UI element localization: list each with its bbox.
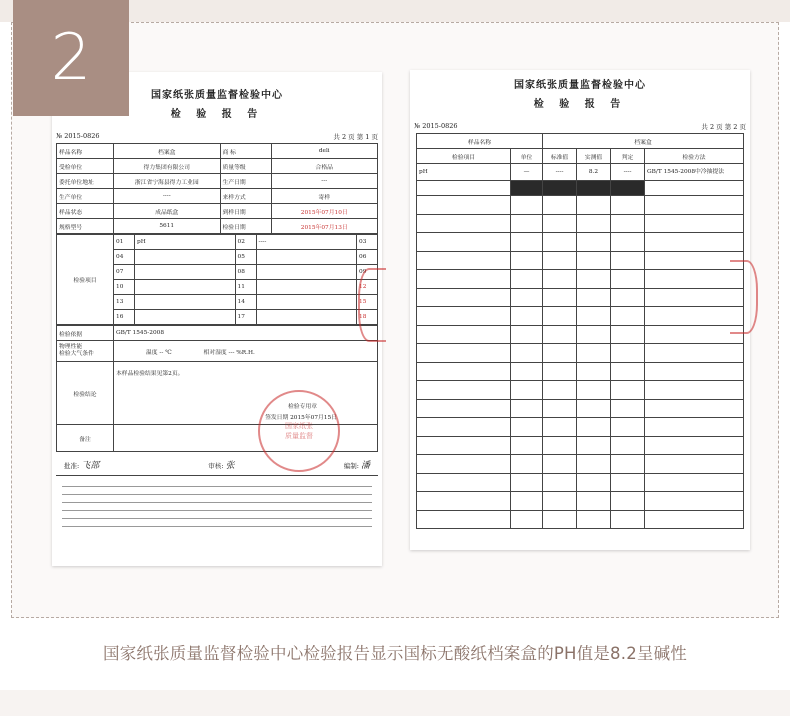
seam-seal-right (730, 260, 758, 334)
results-header: 检验项目 (417, 149, 511, 164)
report-page-2 (410, 70, 750, 550)
results-cell (645, 233, 744, 252)
results-cell (645, 418, 744, 437)
report-meta (52, 132, 382, 141)
seam-seal-left (358, 268, 386, 342)
item-cell: 06 (357, 250, 378, 265)
info-value: 得力集团有限公司 (114, 159, 221, 174)
conclusion-label: 检验结论 (57, 362, 114, 425)
item-cell: 07 (114, 265, 135, 280)
stamp-caption: 检验专用章 (288, 404, 317, 410)
results-cell (543, 473, 577, 492)
results-header: 判定 (611, 149, 645, 164)
results-cell (543, 196, 577, 215)
results-cell (543, 233, 577, 252)
results-cell (543, 510, 577, 529)
env-label: 物理性能 检验大气条件 (57, 341, 114, 362)
results-cell (511, 399, 543, 418)
results-cell: pH (417, 164, 511, 181)
results-cell (543, 325, 577, 344)
results-header: 标准值 (543, 149, 577, 164)
info-value: 2015年07月13日 (271, 219, 378, 234)
page-indicator: 共 2 页 第 1 页 (333, 133, 378, 141)
results-cell (417, 307, 511, 326)
results-empty-row (417, 270, 744, 289)
info-value: 合格品 (271, 159, 378, 174)
report-number: № 2015-0826 (56, 132, 100, 140)
results-data-row (417, 164, 744, 181)
results-cell (577, 418, 611, 437)
results-cell (417, 196, 511, 215)
info-value: 5611 (114, 219, 221, 234)
results-cell (645, 473, 744, 492)
test-items-table (56, 234, 378, 325)
basis-label: 检验依据 (57, 326, 114, 341)
results-cell (511, 270, 543, 289)
results-cell (645, 251, 744, 270)
results-cell (645, 436, 744, 455)
results-cell (511, 214, 543, 233)
info-value: 浙江省宁海县得力工业园 (114, 174, 221, 189)
remark-label: 备注 (57, 425, 114, 452)
results-cell (543, 399, 577, 418)
report-subtitle: 检 验 报 告 (170, 109, 264, 120)
results-cell (577, 307, 611, 326)
results-cell (645, 362, 744, 381)
item-cell (256, 265, 357, 280)
results-cell (417, 270, 511, 289)
info-row (57, 174, 378, 189)
results-empty-row (417, 399, 744, 418)
results-cell: — (511, 164, 543, 181)
results-empty-row (417, 325, 744, 344)
info-row (57, 219, 378, 234)
item-cell: 08 (235, 265, 256, 280)
results-cell (511, 196, 543, 215)
items-label: 检验项目 (57, 235, 114, 325)
report-meta (410, 122, 750, 131)
results-cell (511, 492, 543, 511)
results-cell (611, 381, 645, 400)
results-cell (511, 251, 543, 270)
sample-name-value: 档案盒 (543, 134, 744, 149)
report-title: 国家纸张质量监督检验中心 (151, 90, 283, 101)
info-value: deli (271, 144, 378, 159)
results-cell (417, 418, 511, 437)
results-cell (543, 455, 577, 474)
conclusion-text: 本样品检验结果见第2页。 (116, 371, 184, 377)
results-cell (511, 325, 543, 344)
results-cell (417, 325, 511, 344)
item-cell (135, 310, 236, 325)
results-empty-row (417, 344, 744, 363)
info-row (57, 189, 378, 204)
results-cell (543, 214, 577, 233)
results-cell: GB/T 1545-2008中冷抽提法 (645, 164, 744, 181)
item-cell (135, 295, 236, 310)
results-cell (417, 181, 511, 196)
results-empty-row (417, 251, 744, 270)
results-cell (577, 492, 611, 511)
results-cell (611, 399, 645, 418)
info-label: 商 标 (220, 144, 271, 159)
conclusion-cell (114, 362, 378, 425)
results-empty-row (417, 473, 744, 492)
results-cell (417, 251, 511, 270)
item-cell (256, 250, 357, 265)
results-empty-row (417, 436, 744, 455)
results-cell (611, 418, 645, 437)
item-cell: 03 (357, 235, 378, 250)
results-cell (645, 381, 744, 400)
results-cell (543, 288, 577, 307)
redacted-row (417, 181, 744, 196)
info-value: ---- (114, 189, 221, 204)
info-row (57, 144, 378, 159)
results-cell (577, 473, 611, 492)
results-cell (645, 288, 744, 307)
results-cell (543, 381, 577, 400)
results-cell (543, 436, 577, 455)
results-cell (577, 325, 611, 344)
results-cell (511, 418, 543, 437)
results-header: 实测值 (577, 149, 611, 164)
bottom-band (0, 690, 790, 716)
results-table (416, 133, 744, 529)
results-empty-row (417, 455, 744, 474)
results-cell (417, 399, 511, 418)
results-cell (645, 214, 744, 233)
info-label: 质量等级 (220, 159, 271, 174)
item-cell (256, 280, 357, 295)
results-cell (417, 381, 511, 400)
results-cell (417, 455, 511, 474)
results-cell (543, 418, 577, 437)
results-empty-row (417, 233, 744, 252)
info-label: 规格型号 (57, 219, 114, 234)
item-cell: 10 (114, 280, 135, 295)
results-cell (577, 362, 611, 381)
report-number: № 2015-0826 (414, 122, 458, 130)
info-row (57, 204, 378, 219)
info-value: 2015年07月10日 (271, 204, 378, 219)
item-cell: 13 (114, 295, 135, 310)
results-cell (417, 436, 511, 455)
official-red-seal: 国家纸张 质量监督 (258, 390, 340, 472)
results-empty-row (417, 214, 744, 233)
item-cell: 15 (357, 295, 378, 310)
results-cell (577, 344, 611, 363)
item-cell: 04 (114, 250, 135, 265)
item-cell (256, 310, 357, 325)
sign-date: 签发日期 2015年07月15日 (265, 415, 337, 421)
info-label: 委托单位地址 (57, 174, 114, 189)
info-label: 检验日期 (220, 219, 271, 234)
info-label: 到样日期 (220, 204, 271, 219)
results-cell: ---- (611, 164, 645, 181)
results-cell (611, 270, 645, 289)
item-cell (135, 280, 236, 295)
fine-print-notes (56, 479, 378, 527)
results-cell (611, 362, 645, 381)
results-cell (577, 270, 611, 289)
info-label: 样品名称 (57, 144, 114, 159)
results-cell (577, 233, 611, 252)
results-cell (577, 381, 611, 400)
results-cell: ---- (543, 164, 577, 181)
results-cell (543, 181, 577, 196)
results-cell (543, 270, 577, 289)
results-cell (645, 510, 744, 529)
report-page-1 (52, 72, 382, 566)
results-cell (417, 214, 511, 233)
item-cell (256, 295, 357, 310)
results-cell (543, 344, 577, 363)
basis-value: GB/T 1545-2008 (114, 326, 378, 341)
results-cell (511, 233, 543, 252)
results-cell (417, 288, 511, 307)
item-row (57, 235, 378, 250)
results-cell (577, 251, 611, 270)
inspector-signature: 潘 (360, 461, 370, 471)
results-cell (645, 455, 744, 474)
step-number-badge: 2 (13, 0, 129, 116)
results-cell (511, 510, 543, 529)
results-cell (543, 307, 577, 326)
results-cell (577, 196, 611, 215)
results-cell (611, 196, 645, 215)
results-cell (417, 233, 511, 252)
results-cell (511, 307, 543, 326)
results-empty-row (417, 510, 744, 529)
results-cell (611, 181, 645, 196)
results-empty-row (417, 362, 744, 381)
results-cell (645, 196, 744, 215)
report-title: 国家纸张质量监督检验中心 (514, 80, 646, 91)
results-header: 单位 (511, 149, 543, 164)
item-cell: 09 (357, 265, 378, 280)
item-cell: 14 (235, 295, 256, 310)
results-cell (511, 455, 543, 474)
results-cell (511, 288, 543, 307)
item-cell: 05 (235, 250, 256, 265)
item-cell: 17 (235, 310, 256, 325)
sample-name-label: 样品名称 (417, 134, 543, 149)
info-value: --- (271, 174, 378, 189)
results-cell (611, 436, 645, 455)
info-value: 成品纸盒 (114, 204, 221, 219)
results-cell (611, 251, 645, 270)
results-cell (577, 288, 611, 307)
results-empty-row (417, 381, 744, 400)
results-empty-row (417, 307, 744, 326)
info-row (57, 159, 378, 174)
results-cell (611, 473, 645, 492)
info-label: 样品状态 (57, 204, 114, 219)
info-label: 受检单位 (57, 159, 114, 174)
signature-row: 批准: 飞部 审核: 张 编制: 潘 (56, 452, 378, 476)
results-cell (611, 214, 645, 233)
results-cell (417, 362, 511, 381)
results-cell (511, 381, 543, 400)
results-empty-row (417, 418, 744, 437)
info-label: 生产日期 (220, 174, 271, 189)
approver-signature: 飞部 (81, 461, 100, 471)
report-subtitle: 检 验 报 告 (533, 99, 627, 110)
results-cell (577, 436, 611, 455)
results-cell (645, 344, 744, 363)
results-header: 检验方法 (645, 149, 744, 164)
results-empty-row (417, 196, 744, 215)
reviewer-signature: 张 (225, 461, 235, 471)
item-cell (135, 250, 236, 265)
results-cell (543, 492, 577, 511)
info-value: 档案盒 (114, 144, 221, 159)
item-cell: ---- (256, 235, 357, 250)
results-cell (417, 510, 511, 529)
results-cell (645, 325, 744, 344)
item-cell: 16 (114, 310, 135, 325)
results-cell (417, 344, 511, 363)
results-cell (577, 455, 611, 474)
item-cell: 02 (235, 235, 256, 250)
results-cell (645, 270, 744, 289)
sample-info-table (56, 143, 378, 234)
item-cell: 18 (357, 310, 378, 325)
results-cell (645, 399, 744, 418)
image-caption: 国家纸张质量监督检验中心检验报告显示国标无酸纸档案盒的PH值是8.2呈碱性 (103, 644, 687, 663)
info-label: 来样方式 (220, 189, 271, 204)
results-empty-row (417, 288, 744, 307)
results-cell (511, 473, 543, 492)
env-values: 温度 -- ℃ 相对湿度 --- %R.H. (114, 341, 378, 362)
results-cell (611, 510, 645, 529)
results-cell (511, 344, 543, 363)
item-cell (135, 265, 236, 280)
item-cell: pH (135, 235, 236, 250)
results-cell (645, 307, 744, 326)
results-cell (511, 362, 543, 381)
results-cell (645, 181, 744, 196)
results-cell (577, 399, 611, 418)
results-cell (543, 251, 577, 270)
page-indicator: 共 2 页 第 2 页 (701, 123, 746, 131)
results-cell (543, 362, 577, 381)
results-cell (417, 492, 511, 511)
results-cell (577, 181, 611, 196)
results-cell (511, 436, 543, 455)
results-header-row (417, 149, 744, 164)
info-value: 寄样 (271, 189, 378, 204)
results-cell (645, 492, 744, 511)
results-empty-row (417, 492, 744, 511)
results-cell (577, 510, 611, 529)
item-cell: 11 (235, 280, 256, 295)
results-cell (611, 492, 645, 511)
item-cell: 12 (357, 280, 378, 295)
results-cell (611, 325, 645, 344)
results-cell (511, 181, 543, 196)
results-cell (611, 288, 645, 307)
results-cell (611, 344, 645, 363)
results-cell (577, 214, 611, 233)
results-cell (417, 473, 511, 492)
results-cell (611, 233, 645, 252)
item-cell: 01 (114, 235, 135, 250)
results-cell (611, 307, 645, 326)
results-cell (611, 455, 645, 474)
results-cell: 8.2 (577, 164, 611, 181)
info-label: 生产单位 (57, 189, 114, 204)
